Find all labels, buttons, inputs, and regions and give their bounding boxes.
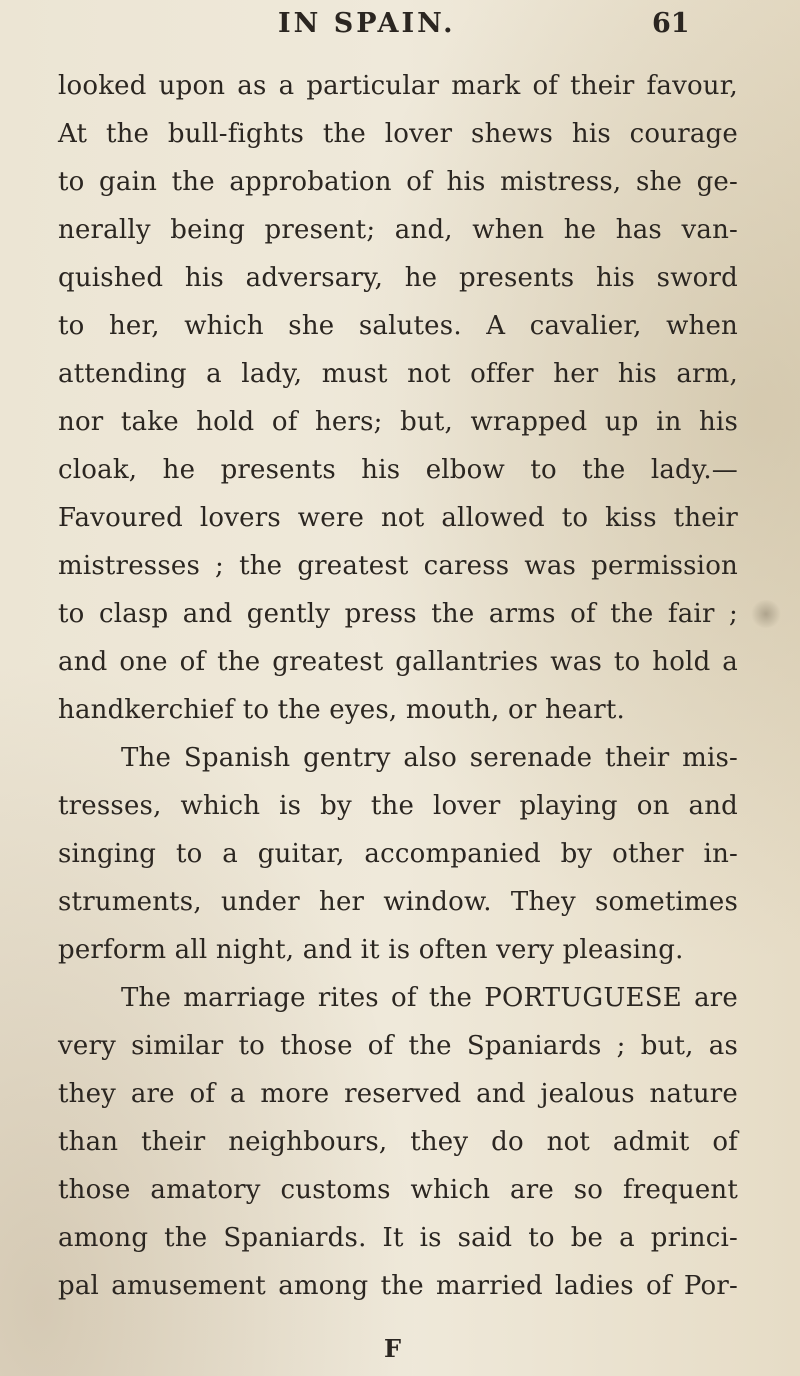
text-line: struments, under her window. They sometimes <box>58 887 738 917</box>
text-line: very similar to those of the Spaniards ; but, as <box>58 1031 738 1061</box>
text-line: nor take hold of hers; but, wrapped up in his <box>58 407 738 437</box>
text-line: those amatory customs which are so frequent <box>58 1175 738 1205</box>
text-line: cloak, he presents his elbow to the lady.— <box>58 455 738 485</box>
text-line: they are of a more reserved and jealous nature <box>58 1079 738 1109</box>
text-line: mistresses ; the greatest caress was permission <box>58 551 738 581</box>
text-line: attending a lady, must not offer her his arm, <box>58 359 738 389</box>
body-text <box>58 62 738 1310</box>
text-line: perform all night, and it is often very pleasing. <box>58 935 684 965</box>
paper-smudge <box>750 600 782 628</box>
text-line: looked upon as a particular mark of their favour, <box>58 71 738 101</box>
text-line: Favoured lovers were not allowed to kiss their <box>58 503 738 533</box>
running-title: IN SPAIN. <box>278 8 456 39</box>
text-line: tresses, which is by the lover playing on and <box>58 791 738 821</box>
signature-mark: F <box>384 1334 402 1363</box>
text-line: singing to a guitar, accompanied by other in- <box>58 839 738 869</box>
text-line: handkerchief to the eyes, mouth, or heart. <box>58 695 625 725</box>
text-line: to clasp and gently press the arms of the fair ; <box>58 599 738 629</box>
page-number: 61 <box>652 8 690 39</box>
text-line: to her, which she salutes. A cavalier, when <box>58 311 738 341</box>
text-line: than their neighbours, they do not admit of <box>58 1127 738 1157</box>
paragraph-start-line: The marriage rites of the PORTUGUESE are <box>121 983 738 1013</box>
text-line: pal amusement among the married ladies of Por- <box>58 1271 738 1301</box>
running-head <box>0 8 800 44</box>
text-line: quished his adversary, he presents his sword <box>58 263 738 293</box>
text-line: to gain the approbation of his mistress, she ge- <box>58 167 738 197</box>
text-line: nerally being present; and, when he has van- <box>58 215 738 245</box>
text-line: among the Spaniards. It is said to be a princi- <box>58 1223 738 1253</box>
text-line: At the bull-fights the lover shews his courage <box>58 119 738 149</box>
paragraph-start-line: The Spanish gentry also serenade their mis- <box>121 743 738 773</box>
text-line: and one of the greatest gallantries was to hold a <box>58 647 738 677</box>
